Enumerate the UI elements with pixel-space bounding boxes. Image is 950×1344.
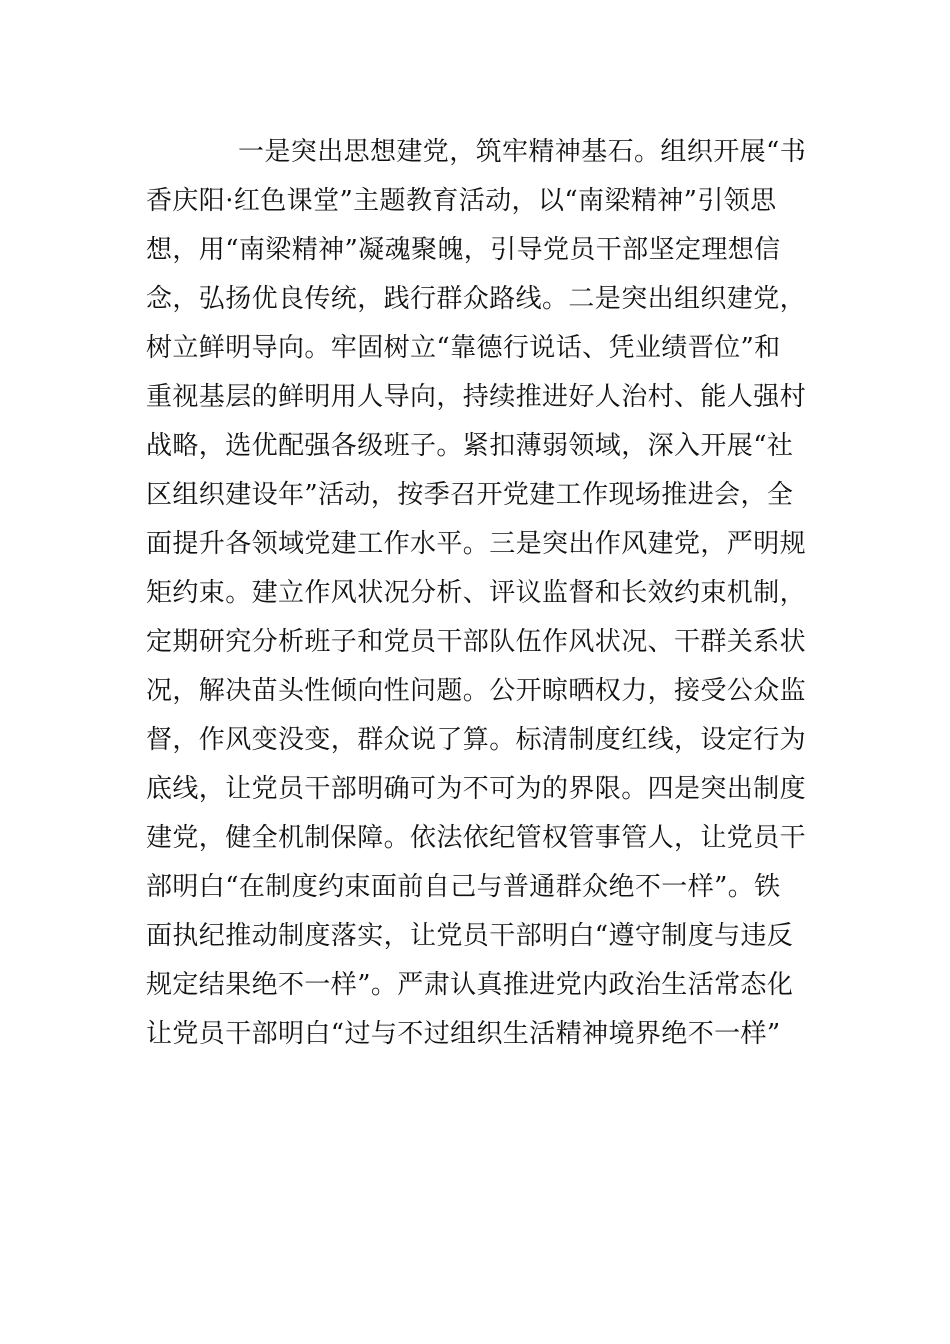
paragraph-line: 督，作风变没变，群众说了算。标清制度红线，设定行为 [146,725,807,755]
paragraph-line: 念，弘扬优良传统，践行群众路线。二是突出组织建党， [146,284,807,314]
paragraph-line: 一是突出思想建党，筑牢精神基石。组织开展“书 [238,137,807,167]
paragraph-line: 底线，让党员干部明确可为不可为的界限。四是突出制度 [146,774,807,804]
paragraph-line: 战略，选优配强各级班子。紧扣薄弱领域，深入开展“社 [146,431,794,461]
paragraph-line: 面提升各领域党建工作水平。三是突出作风建党，严明规 [146,529,807,559]
paragraph-line: 部明白“在制度约束面前自己与普通群众绝不一样”。铁 [146,872,781,902]
paragraph-line: 规定结果绝不一样”。严肃认真推进党内政治生活常态化 [146,970,794,1000]
paragraph-line: 区组织建设年”活动，按季召开党建工作现场推进会，全 [146,480,794,510]
paragraph-line: 面执纪推动制度落实，让党员干部明白“遵守制度与违反 [146,921,794,951]
paragraph-line: 况，解决苗头性倾向性问题。公开晾晒权力，接受公众监 [146,676,807,706]
paragraph-line: 定期研究分析班子和党员干部队伍作风状况、干群关系状 [146,627,807,657]
paragraph-line: 香庆阳·红色课堂”主题教育活动，以“南梁精神”引领思 [146,186,777,216]
paragraph-line: 想，用“南梁精神”凝魂聚魄，引导党员干部坚定理想信 [146,235,781,265]
paragraph-line: 建党，健全机制保障。依法依纪管权管事管人，让党员干 [146,823,807,853]
paragraph-line: 重视基层的鲜明用人导向，持续推进好人治村、能人强村 [146,382,807,412]
paragraph-line: 矩约束。建立作风状况分析、评议监督和长效约束机制， [146,578,807,608]
body-paragraph [146,128,806,1059]
paragraph-line: 让党员干部明白“过与不过组织生活精神境界绝不一样” [146,1019,781,1049]
paragraph-line: 树立鲜明导向。牢固树立“靠德行说话、凭业绩晋位”和 [146,333,781,363]
